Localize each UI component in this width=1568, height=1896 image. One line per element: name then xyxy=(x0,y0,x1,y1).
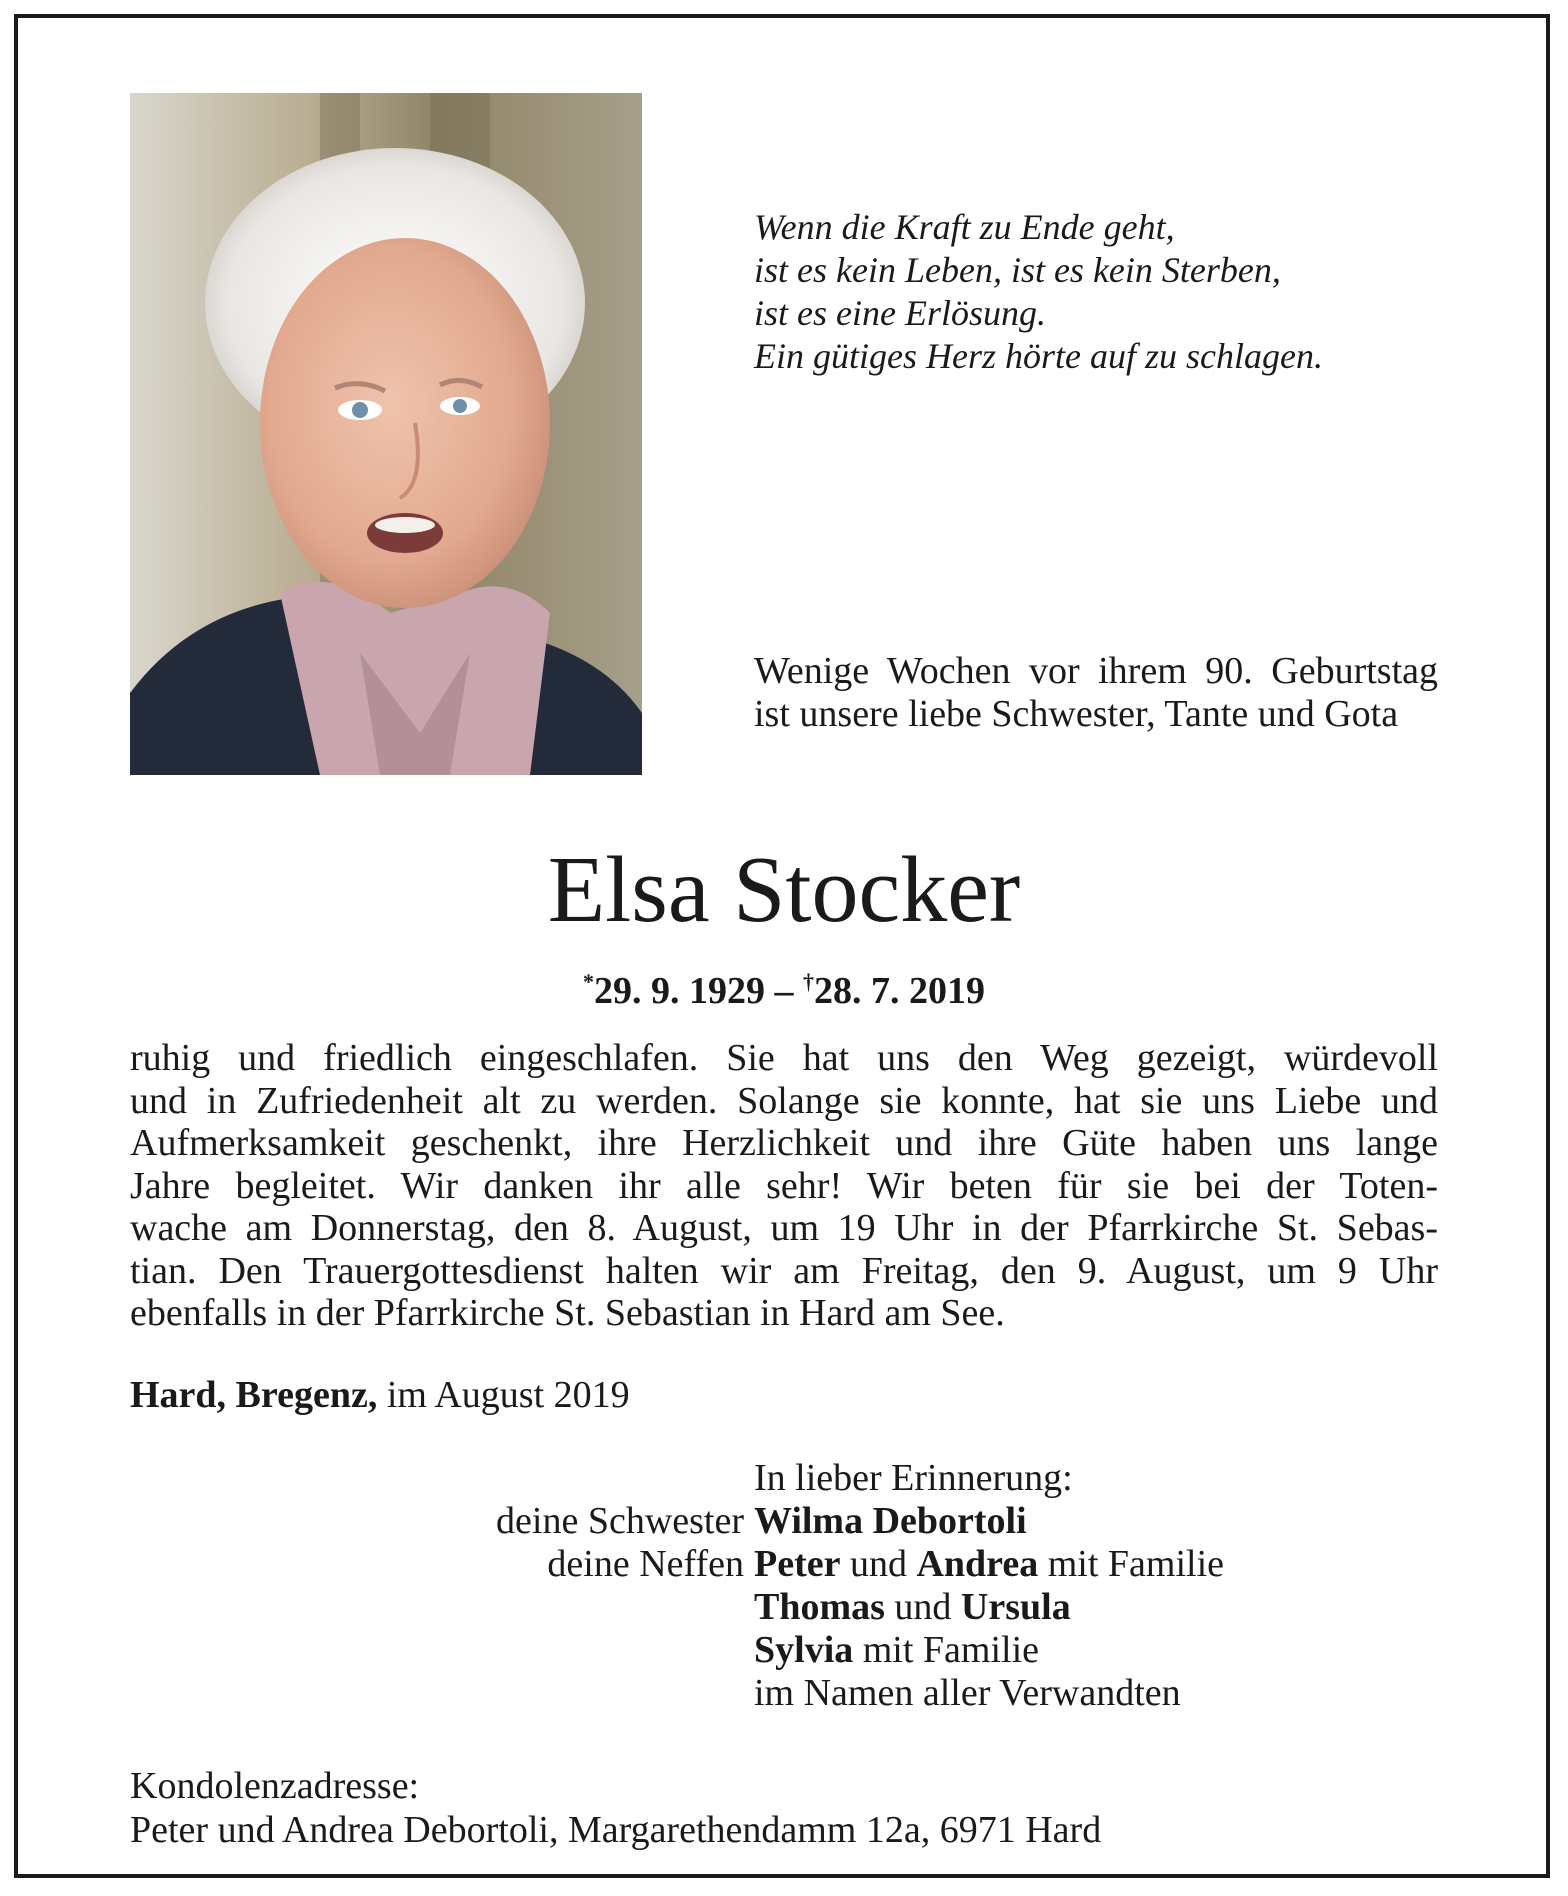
signer-name: Sylvia xyxy=(754,1629,854,1671)
death-mark: † xyxy=(803,969,814,994)
poem xyxy=(754,206,1454,378)
birth-date: 29. 9. 1929 xyxy=(594,970,765,1012)
sister-name: Wilma Debortoli xyxy=(754,1500,1027,1542)
signer-name: Andrea xyxy=(916,1543,1039,1585)
deceased-name: Elsa Stocker xyxy=(547,838,1021,942)
body-line: tian. Den Trauergottesdienst halten wir am Freitag, den 9. August, um 9 Uhr xyxy=(130,1249,1438,1292)
connector-text: und xyxy=(840,1543,917,1585)
place-date-line xyxy=(130,1373,630,1417)
body-text xyxy=(130,1037,1438,1335)
address-label: Kondolenzadresse: xyxy=(130,1765,420,1807)
signer-name: Peter xyxy=(754,1543,841,1585)
body-line: wache am Donnerstag, den 8. August, um 19 Uhr in der Pfarrkirche St. Sebas- xyxy=(130,1207,1438,1249)
body-line: Aufmerksamkeit geschenkt, ihre Herzlichkeit und ihre Güte haben uns lange xyxy=(130,1122,1438,1164)
nephews-label: deine Neffen xyxy=(547,1543,744,1585)
sister-label: deine Schwester xyxy=(496,1500,744,1542)
death-date: 28. 7. 2019 xyxy=(814,970,985,1012)
signer-name: Ursula xyxy=(960,1586,1071,1628)
signatures-closing: im Namen aller Verwandten xyxy=(754,1672,1181,1714)
connector-text: und xyxy=(884,1586,961,1628)
family-suffix: mit Familie xyxy=(853,1629,1040,1671)
signature-line xyxy=(754,1543,1224,1586)
place-date: im August 2019 xyxy=(377,1374,630,1416)
portrait-photo xyxy=(130,93,642,775)
condolence-address xyxy=(130,1764,1101,1852)
intro-text: Wenige Wochen vor ihrem 90. Geburtstag ist unsere liebe Schwester, Tante und Gota xyxy=(754,650,1438,735)
poem-line: Wenn die Kraft zu Ende geht, xyxy=(754,207,1175,247)
date-separator: – xyxy=(765,970,803,1012)
life-dates xyxy=(0,960,1568,1013)
body-line: Jahre begleitet. Wir danken ihr alle sehr! Wir beten für sie bei der Toten- xyxy=(130,1164,1438,1207)
address-line: Peter und Andrea Debortoli, Margarethendamm 12a, 6971 Hard xyxy=(130,1809,1102,1851)
signatures-heading: In lieber Erinnerung: xyxy=(754,1457,1073,1499)
place-names: Hard, Bregenz, xyxy=(130,1374,378,1416)
signer-name: Thomas xyxy=(754,1586,885,1628)
signatures xyxy=(0,1457,1568,1715)
poem-line: ist es kein Leben, ist es kein Sterben, xyxy=(754,250,1281,290)
body-line: ebenfalls in der Pfarrkirche St. Sebastian in Hard am See. xyxy=(130,1292,1005,1334)
family-suffix: mit Familie xyxy=(1038,1543,1225,1585)
birth-mark: * xyxy=(583,969,594,994)
poem-line: Ein gütiges Herz hörte auf zu schlagen. xyxy=(754,336,1323,376)
body-line: ruhig und friedlich eingeschlafen. Sie hat uns den Weg gezeigt, würdevoll xyxy=(130,1037,1438,1079)
signature-line xyxy=(754,1629,1039,1672)
poem-line: ist es eine Erlösung. xyxy=(754,293,1046,333)
body-line: und in Zufriedenheit alt zu werden. Solange sie konnte, hat sie uns Liebe und xyxy=(130,1079,1438,1122)
signature-line xyxy=(754,1586,1071,1629)
